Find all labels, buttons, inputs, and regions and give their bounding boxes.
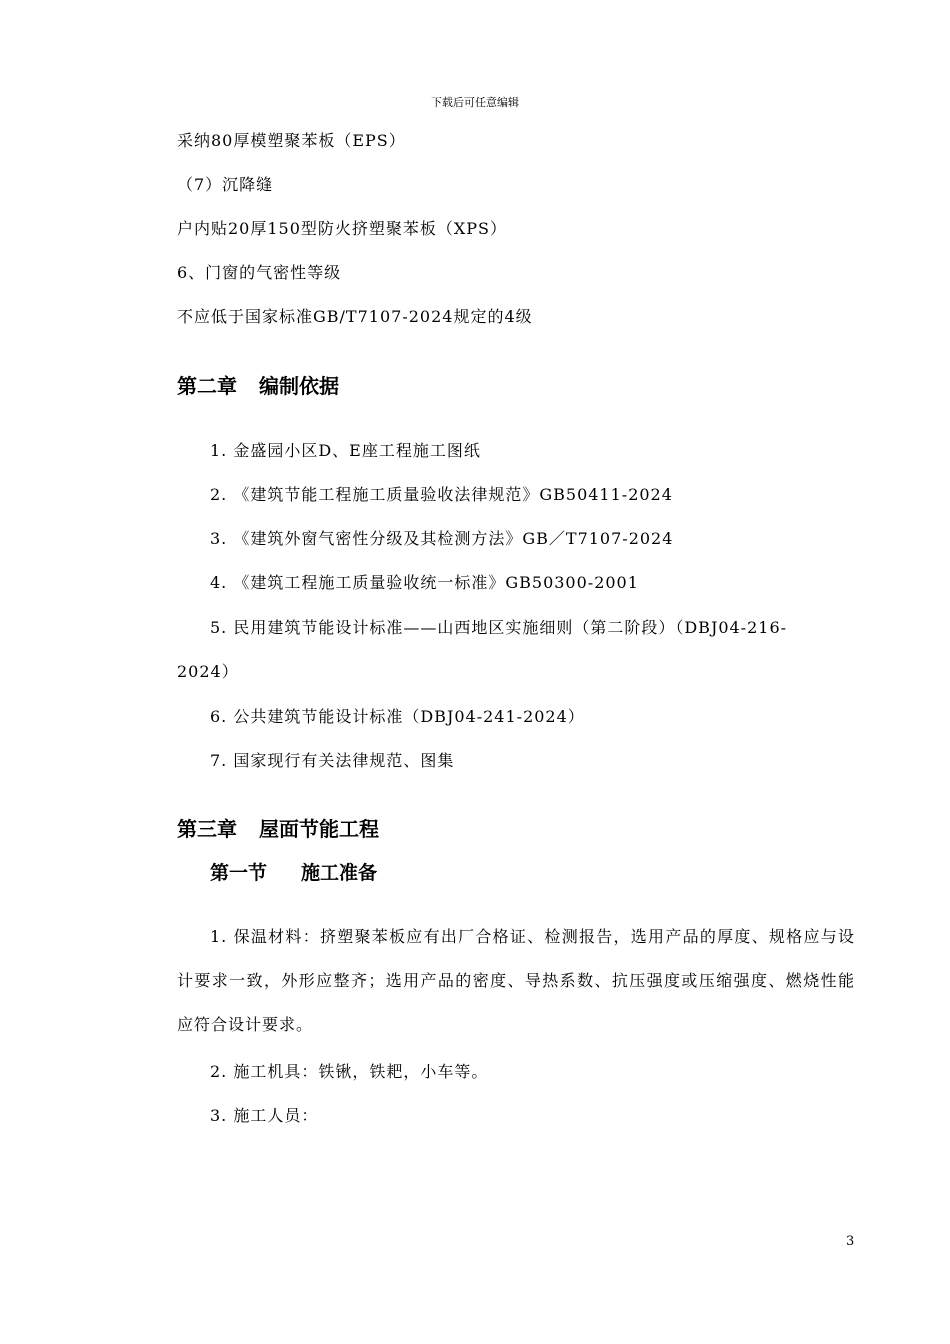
list-item: 3. 施工人员： [210, 1106, 319, 1125]
chapter-title: 屋面节能工程 [259, 817, 379, 841]
list-item: 2. 施工机具：铁锹，铁耙，小车等。 [210, 1062, 489, 1081]
page-header: 下载后可任意编辑 [431, 96, 519, 109]
chapter-heading [177, 370, 339, 399]
text-line: 户内贴20厚150型防火挤塑聚苯板（XPS） [177, 219, 508, 238]
section-heading [210, 858, 377, 885]
chapter-label: 第三章 [177, 817, 237, 841]
text-line: 采纳80厚模塑聚苯板（EPS） [177, 131, 406, 150]
page-number: 3 [846, 1234, 855, 1249]
section-label: 第一节 [210, 862, 268, 884]
list-item: 1. 金盛园小区D、E座工程施工图纸 [210, 441, 481, 460]
list-item: 6. 公共建筑节能设计标准（DBJ04-241-2024） [210, 707, 585, 726]
body-paragraph: 1. 保温材料：挤塑聚苯板应有出厂合格证、检测报告，选用产品的厚度、规格应与设计要求一致，外形应整齐；选用产品的密度、导热系数、抗压强度或压缩强度、燃烧性能应符合设计要求。 [177, 927, 855, 1034]
chapter-label: 第二章 [177, 374, 237, 398]
text-line: 6、门窗的气密性等级 [177, 263, 342, 282]
list-item: 2. 《建筑节能工程施工质量验收法律规范》GB50411-2024 [210, 485, 673, 504]
section-title: 施工准备 [301, 862, 378, 884]
list-item: 4. 《建筑工程施工质量验收统一标准》GB50300-2001 [210, 573, 639, 592]
list-item: 5. 民用建筑节能设计标准——山西地区实施细则（第二阶段）（DBJ04-216- [210, 618, 788, 637]
list-item: 7. 国家现行有关法律规范、图集 [210, 751, 455, 770]
list-item-continuation: 2024） [177, 662, 239, 681]
chapter-title: 编制依据 [259, 374, 339, 398]
chapter-heading [177, 813, 379, 842]
text-line: 不应低于国家标准GB/T7107-2024规定的4级 [177, 307, 533, 326]
list-item: 3. 《建筑外窗气密性分级及其检测方法》GB／T7107-2024 [210, 529, 674, 548]
text-line: （7）沉降缝 [177, 175, 274, 194]
